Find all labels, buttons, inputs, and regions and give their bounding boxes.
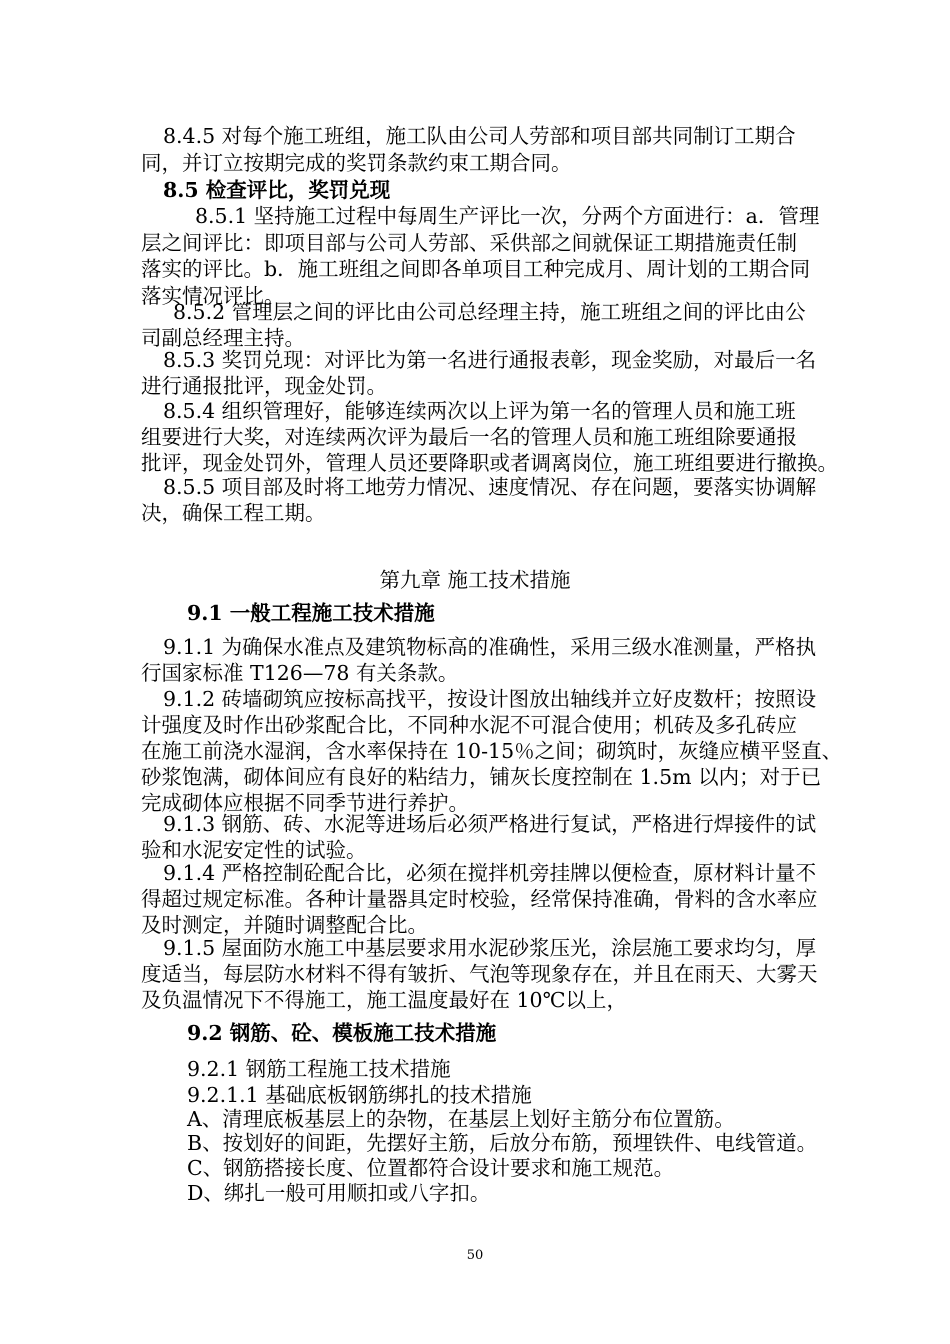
chapter-title: 第九章 施工技术措施 [379, 568, 571, 592]
para-915-line3: 及负温情况下不得施工，施工温度最好在 10℃以上， [141, 988, 628, 1012]
para-911-line2: 行国家标准 T126—78 有关条款。 [141, 661, 459, 685]
list-item-a: A、清理底板基层上的杂物，在基层上划好主筋分布位置筋。 [187, 1107, 735, 1131]
para-852-line1: 8.5.2 管理层之间的评比由公司总经理主持，施工班组之间的评比由公 [173, 300, 806, 324]
para-855-line2: 决，确保工程工期。 [141, 501, 326, 525]
para-851-line2: 层之间评比：即项目部与公司人劳部、采供部之间就保证工期措施责任制 [141, 231, 797, 255]
para-845-line1: 8.4.5 对每个施工班组，施工队由公司人劳部和项目部共同制订工期合 [163, 124, 796, 148]
para-915-line2: 度适当，每层防水材料不得有皱折、气泡等现象存在，并且在雨天、大雾天 [141, 962, 818, 986]
para-912-line4: 砂浆饱满，砌体间应有良好的粘结力，铺灰长度控制在 1.5m 以内；对于已 [141, 765, 822, 789]
page-number: 50 [466, 1248, 484, 1263]
para-914-line1: 9.1.4 严格控制砼配合比，必须在搅拌机旁挂牌以便检查，原材料计量不 [163, 861, 817, 885]
para-853-line1: 8.5.3 奖罚兑现：对评比为第一名进行通报表彰，现金奖励，对最后一名 [163, 348, 817, 372]
para-912-line1: 9.1.2 砖墙砌筑应按标高找平，按设计图放出轴线并立好皮数杆；按照设 [163, 687, 817, 711]
para-851-line3: 落实的评比。b．施工班组之间即各单项目工种完成月、周计划的工期合同 [141, 257, 811, 281]
para-912-line3: 在施工前浇水湿润，含水率保持在 10-15％之间；砌筑时，灰缝应横平竖直、 [141, 739, 843, 763]
para-851-line4: 落实情况评比。 [141, 284, 285, 308]
para-854-line1: 8.5.4 组织管理好，能够连续两次以上评为第一名的管理人员和施工班 [163, 399, 796, 423]
para-852-line2: 司副总经理主持。 [141, 326, 305, 350]
para-854-line3: 批评，现金处罚外，管理人员还要降职或者调离岗位，施工班组要进行撤换。 [141, 451, 838, 475]
list-item-b: B、按划好的间距，先摆好主筋，后放分布筋，预埋铁件、电线管道。 [187, 1131, 818, 1155]
para-921-title: 9.2.1 钢筋工程施工技术措施 [187, 1057, 451, 1081]
heading-9-2: 9.2 钢筋、砼、模板施工技术措施 [187, 1021, 497, 1045]
para-855-line1: 8.5.5 项目部及时将工地劳力情况、速度情况、存在问题，要落实协调解 [163, 475, 817, 499]
para-845-line2: 同，并订立按期完成的奖罚条款约束工期合同。 [141, 151, 572, 175]
para-9211-title: 9.2.1.1 基础底板钢筋绑扎的技术措施 [187, 1083, 532, 1107]
para-914-line3: 及时测定，并随时调整配合比。 [141, 913, 428, 937]
para-853-line2: 进行通报批评，现金处罚。 [141, 374, 387, 398]
para-914-line2: 得超过规定标准。各种计量器具定时校验，经常保持准确，骨料的含水率应 [141, 887, 818, 911]
para-851-line1: 8.5.1 坚持施工过程中每周生产评比一次，分两个方面进行：a．管理 [195, 204, 820, 228]
heading-9-1: 9.1 一般工程施工技术措施 [187, 601, 435, 625]
list-item-d: D、绑扎一般可用顺扣或八字扣。 [187, 1181, 491, 1205]
para-912-line2: 计强度及时作出砂浆配合比，不同种水泥不可混合使用；机砖及多孔砖应 [141, 713, 797, 737]
heading-8-5: 8.5 检查评比，奖罚兑现 [163, 178, 391, 202]
para-912-line5: 完成砌体应根据不同季节进行养护。 [141, 791, 469, 815]
para-854-line2: 组要进行大奖，对连续两次评为最后一名的管理人员和施工班组除要通报 [141, 425, 797, 449]
para-913-line2: 验和水泥安定性的试验。 [141, 838, 367, 862]
list-item-c: C、钢筋搭接长度、位置都符合设计要求和施工规范。 [187, 1156, 675, 1180]
para-911-line1: 9.1.1 为确保水准点及建筑物标高的准确性，采用三级水准测量，严格执 [163, 635, 817, 659]
para-915-line1: 9.1.5 屋面防水施工中基层要求用水泥砂浆压光，涂层施工要求均匀，厚 [163, 936, 817, 960]
para-913-line1: 9.1.3 钢筋、砖、水泥等进场后必须严格进行复试，严格进行焊接件的试 [163, 812, 817, 836]
